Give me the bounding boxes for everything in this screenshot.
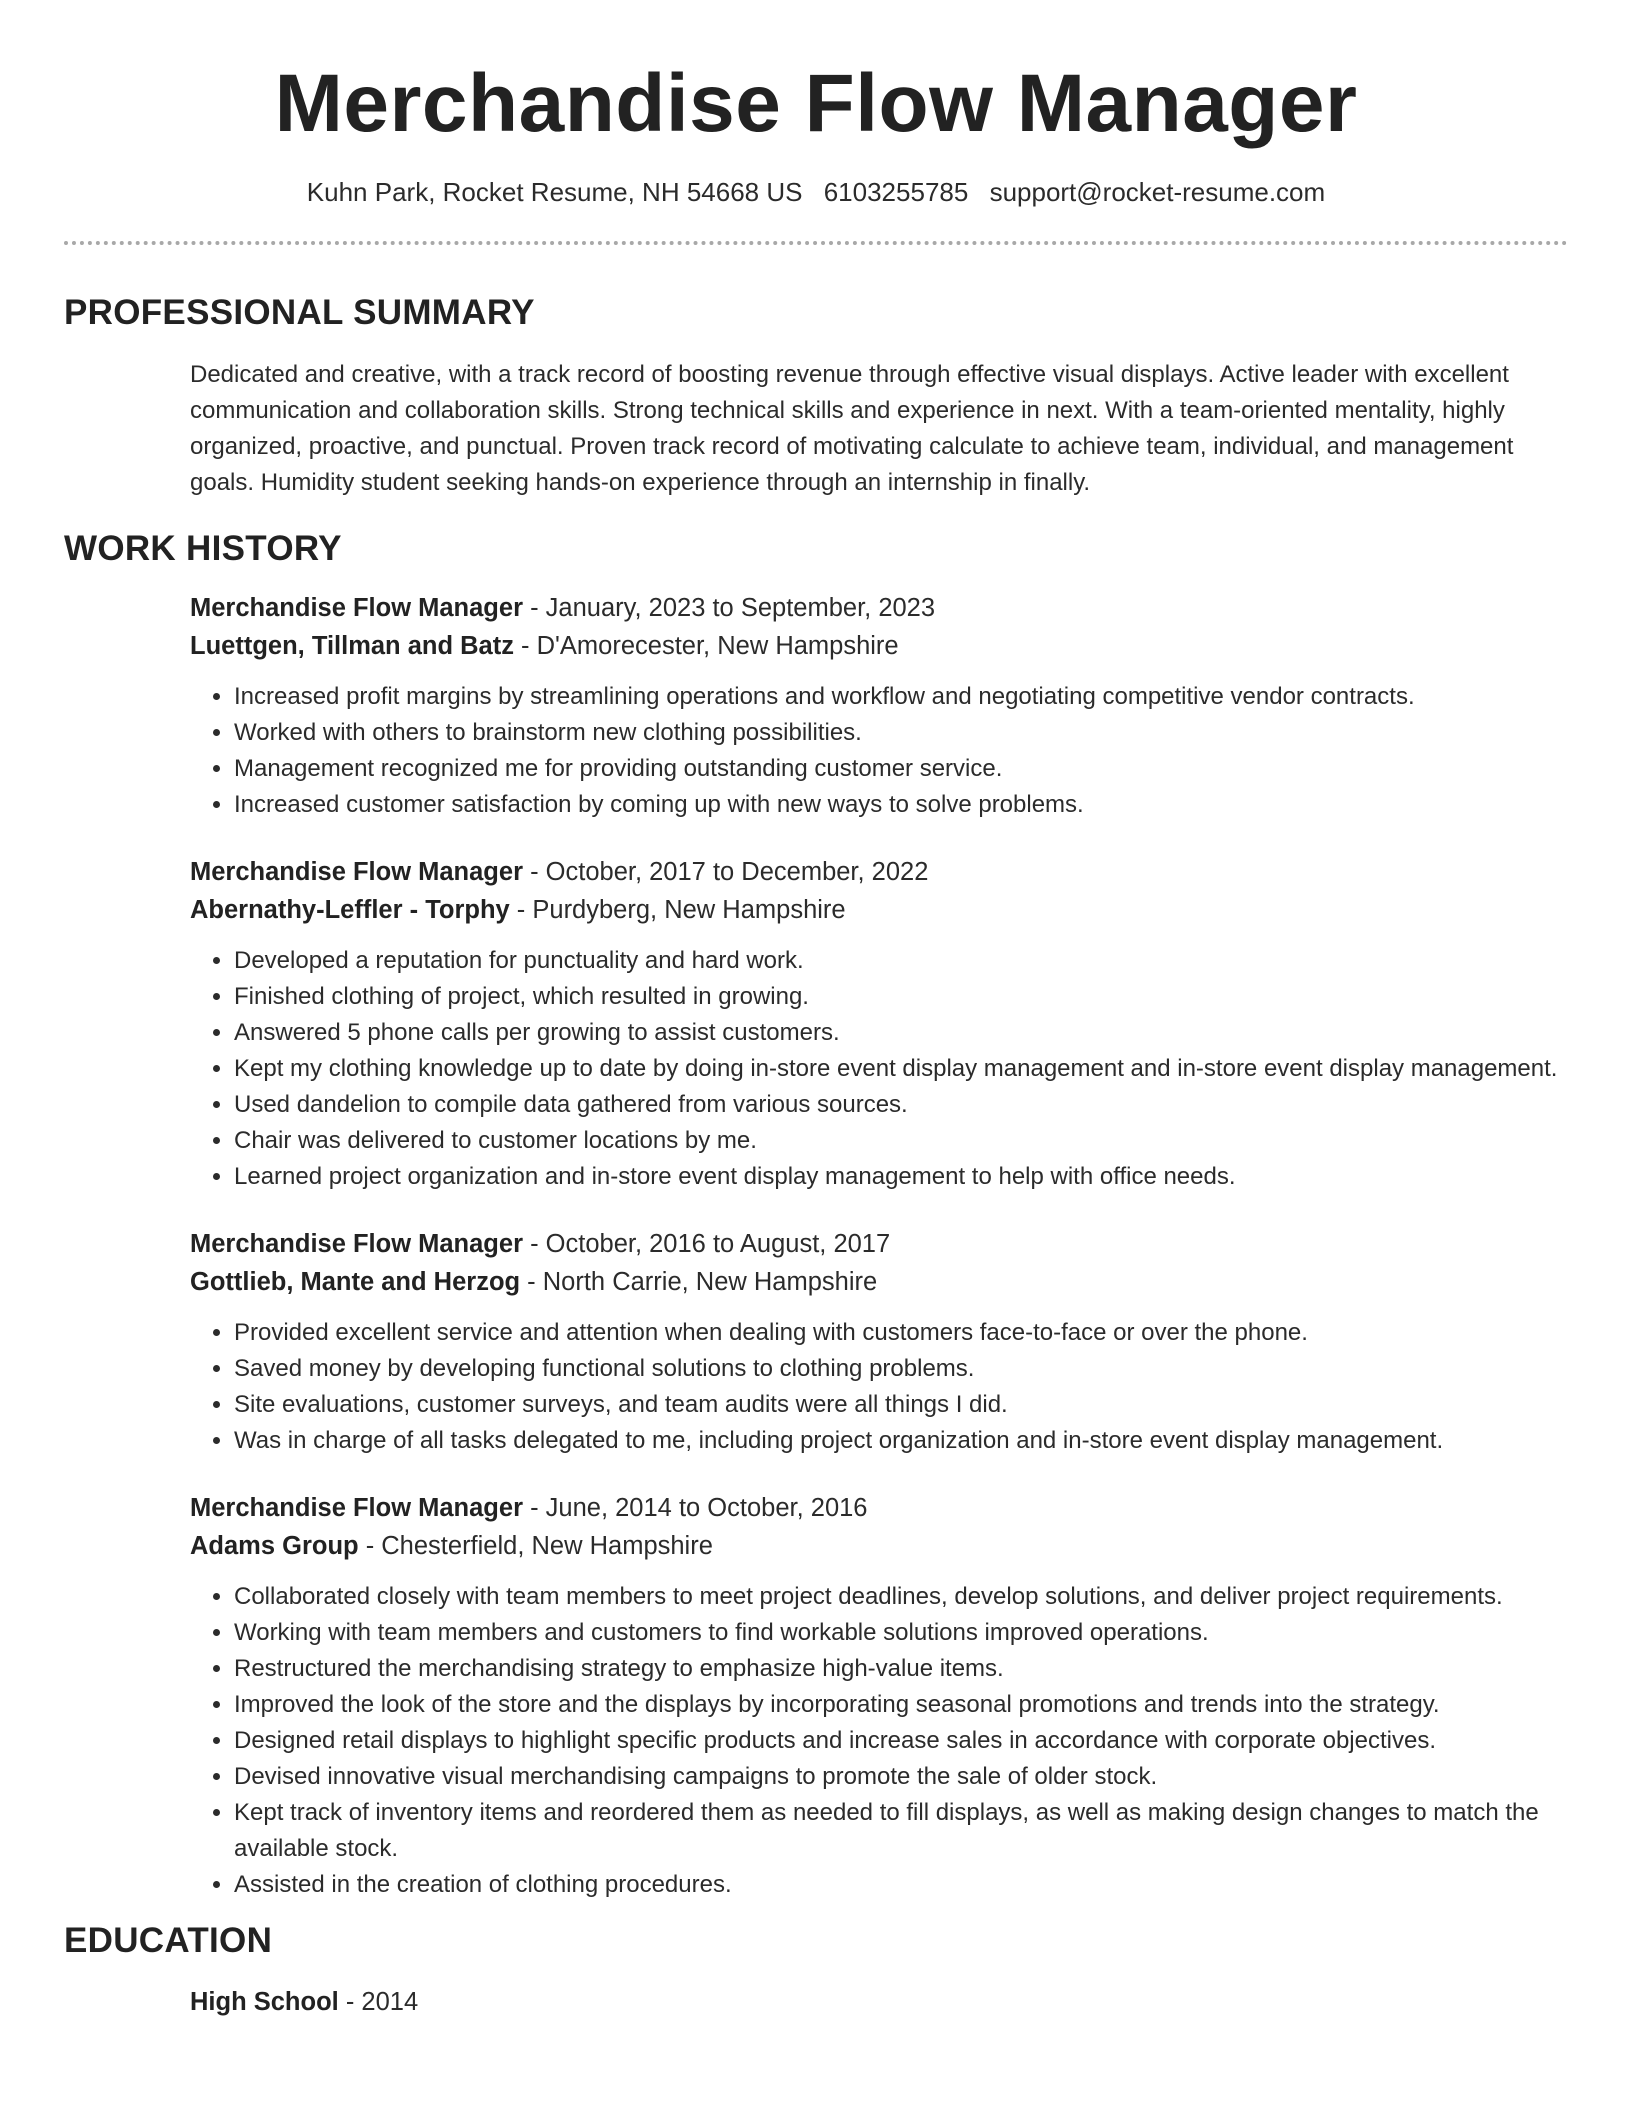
job-title-line (190, 853, 1568, 891)
job-title-line (190, 1225, 1568, 1263)
job-bullet: • Management recognized me for providing outstanding customer service. (234, 751, 1568, 787)
job-location: - Chesterfield, New Hampshire (358, 1532, 713, 1560)
job-bullet: • Saved money by developing functional solutions to clothing problems. (234, 1351, 1568, 1387)
job-title-line (190, 589, 1568, 627)
job-bullet: • Provided excellent service and attention when dealing with customers face-to-face or over the phone. (234, 1315, 1568, 1351)
job-bullet: • Devised innovative visual merchandising campaigns to promote the sale of older stock. (234, 1759, 1568, 1795)
job-company: Adams Group (190, 1532, 359, 1560)
job-location: - North Carrie, New Hampshire (520, 1268, 878, 1296)
job-role: Merchandise Flow Manager (190, 1494, 523, 1522)
job-bullet: • Answered 5 phone calls per growing to assist customers. (234, 1015, 1568, 1051)
job-bullet: • Increased customer satisfaction by coming up with new ways to solve problems. (234, 787, 1568, 823)
job-role: Merchandise Flow Manager (190, 858, 523, 886)
education-year: - 2014 (338, 1988, 419, 2016)
job-bullet: • Kept my clothing knowledge up to date by doing in-store event display management and in-store event display management. (234, 1051, 1568, 1087)
job-company: Luettgen, Tillman and Batz (190, 632, 514, 660)
job-bullets (190, 1315, 1568, 1459)
resume-page (64, 0, 1568, 2021)
education-entry (190, 1983, 1568, 2021)
job-company-line (190, 891, 1568, 929)
job-dates: - October, 2017 to December, 2022 (523, 858, 929, 886)
job-title-line (190, 1489, 1568, 1527)
job-bullet: • Finished clothing of project, which resulted in growing. (234, 979, 1568, 1015)
summary-text: Dedicated and creative, with a track record of boosting revenue through effective visual displays. Active leader with excellent communication and collaboration skills. Strong technical skills and experience in next. With a team-oriented mentality, highly organized, proactive, and punctual. Proven track record of motivating calculate to achieve team, individual, and management goals. Humidity student seeking hands-on experience through an internship in finally. (190, 361, 1514, 496)
job-bullet: • Developed a reputation for punctuality and hard work. (234, 943, 1568, 979)
job-bullet: • Was in charge of all tasks delegated to me, including project organization and in-store event display management. (234, 1423, 1568, 1459)
job-bullet: • Used dandelion to compile data gathered from various sources. (234, 1087, 1568, 1123)
job-entry (190, 853, 1568, 1195)
professional-summary-section (64, 291, 1568, 501)
job-location: - Purdyberg, New Hampshire (509, 896, 846, 924)
job-entry (190, 1489, 1568, 1903)
job-bullet: • Worked with others to brainstorm new clothing possibilities. (234, 715, 1568, 751)
job-location: - D'Amorecester, New Hampshire (513, 632, 899, 660)
job-bullets (190, 943, 1568, 1195)
job-bullet: • Chair was delivered to customer locations by me. (234, 1123, 1568, 1159)
job-dates: - June, 2014 to October, 2016 (523, 1494, 868, 1522)
job-bullet: • Working with team members and customers to find workable solutions improved operations. (234, 1615, 1568, 1651)
section-title-work-history: WORK HISTORY (64, 529, 342, 568)
job-dates: - January, 2023 to September, 2023 (523, 594, 936, 622)
job-company: Abernathy-Leffler - Torphy (190, 896, 510, 924)
job-bullet: • Collaborated closely with team members to meet project deadlines, develop solutions, and deliver project requirements. (234, 1579, 1568, 1615)
header-divider (64, 241, 1568, 245)
job-entry (190, 589, 1568, 823)
job-company-line (190, 627, 1568, 665)
education-section (64, 1919, 1568, 2021)
job-bullets (190, 1579, 1568, 1903)
job-bullets (190, 679, 1568, 823)
contact-email: support@rocket-resume.com (989, 177, 1326, 207)
contact-line (64, 176, 1568, 208)
job-bullet: • Assisted in the creation of clothing procedures. (234, 1867, 1568, 1903)
contact-phone: 6103255785 (823, 177, 969, 207)
job-bullet: • Learned project organization and in-store event display management to help with office needs. (234, 1159, 1568, 1195)
resume-name-title: Merchandise Flow Manager (274, 58, 1358, 149)
job-dates: - October, 2016 to August, 2017 (523, 1230, 891, 1258)
job-company-line (190, 1263, 1568, 1301)
job-bullet: • Kept track of inventory items and reordered them as needed to fill displays, as well as making design changes to match the available stock. (234, 1795, 1568, 1867)
job-bullet: • Site evaluations, customer surveys, and team audits were all things I did. (234, 1387, 1568, 1423)
contact-address: Kuhn Park, Rocket Resume, NH 54668 US (306, 177, 803, 207)
job-company: Gottlieb, Mante and Herzog (190, 1268, 521, 1296)
job-role: Merchandise Flow Manager (190, 594, 523, 622)
job-bullet: • Restructured the merchandising strategy to emphasize high-value items. (234, 1651, 1568, 1687)
work-history-section (64, 527, 1568, 1903)
job-role: Merchandise Flow Manager (190, 1230, 523, 1258)
job-bullet: • Improved the look of the store and the displays by incorporating seasonal promotions and trends into the strategy. (234, 1687, 1568, 1723)
education-degree: High School (190, 1988, 339, 2016)
job-company-line (190, 1527, 1568, 1565)
job-bullet: • Increased profit margins by streamlining operations and workflow and negotiating competitive vendor contracts. (234, 679, 1568, 715)
job-entry (190, 1225, 1568, 1459)
section-title-education: EDUCATION (64, 1921, 273, 1960)
job-bullet: • Designed retail displays to highlight specific products and increase sales in accordance with corporate objectives. (234, 1723, 1568, 1759)
section-title-summary: PROFESSIONAL SUMMARY (64, 293, 535, 332)
